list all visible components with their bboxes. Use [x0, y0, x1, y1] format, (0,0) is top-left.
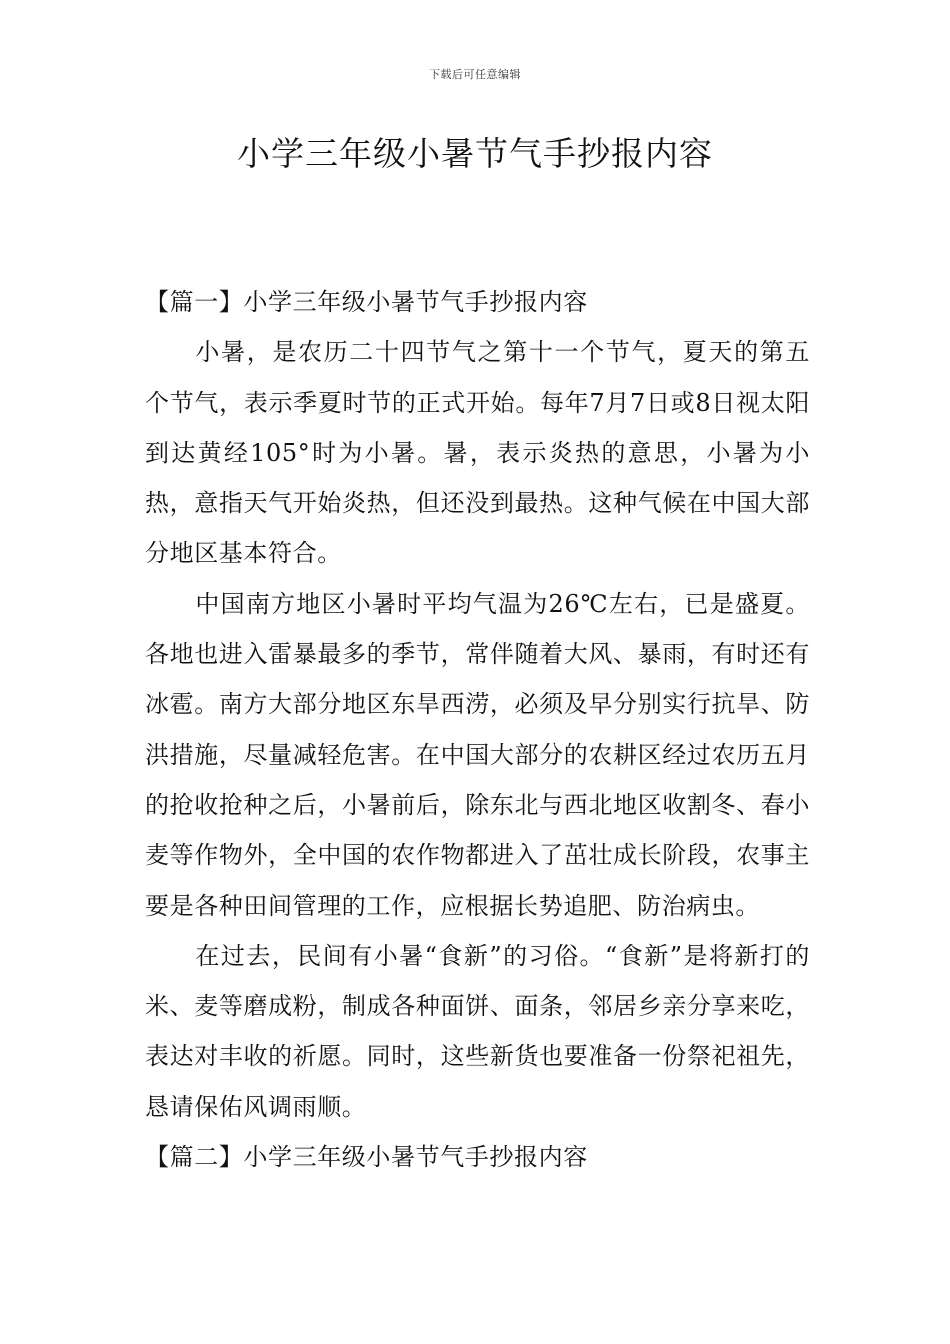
section-heading-2: 【篇二】小学三年级小暑节气手抄报内容 — [145, 1143, 588, 1172]
paragraph-3: 在过去，民间有小暑“食新”的习俗。“食新”是将新打的米、麦等磨成粉，制成各种面饼、面条，邻居乡亲分享来吃，表达对丰收的祈愿。同时，这些新货也要准备一份祭祀祖先，恳请保佑风调雨顺。 — [145, 941, 810, 1121]
document-body — [145, 277, 810, 1182]
section-heading-1: 【篇一】小学三年级小暑节气手抄报内容 — [145, 288, 588, 316]
paragraph-1: 小暑，是农历二十四节气之第十一个节气，夏天的第五个节气，表示季夏时节的正式开始。每年7月7日或8日视太阳到达黄经105°时为小暑。暑，表示炎热的意思，小暑为小热，意指天气开始炎热，但还没到最热。这种气候在中国大部分地区基本符合。 — [145, 338, 810, 568]
document-title: 小学三年级小暑节气手抄报内容 — [237, 134, 713, 173]
paragraph-2: 中国南方地区小暑时平均气温为26℃左右，已是盛夏。各地也进入雷暴最多的季节，常伴随着大风、暴雨，有时还有冰雹。南方大部分地区东旱西涝，必须及早分别实行抗旱、防洪措施，尽量减轻危害。在中国大部分的农耕区经过农历五月的抢收抢种之后，小暑前后，除东北与西北地区收割冬、春小麦等作物外，全中国的农作物都进入了茁壮成长阶段，农事主要是各种田间管理的工作，应根据长势追肥、防治病虫。 — [145, 589, 810, 920]
header-note: 下载后可任意编辑 — [429, 68, 521, 81]
